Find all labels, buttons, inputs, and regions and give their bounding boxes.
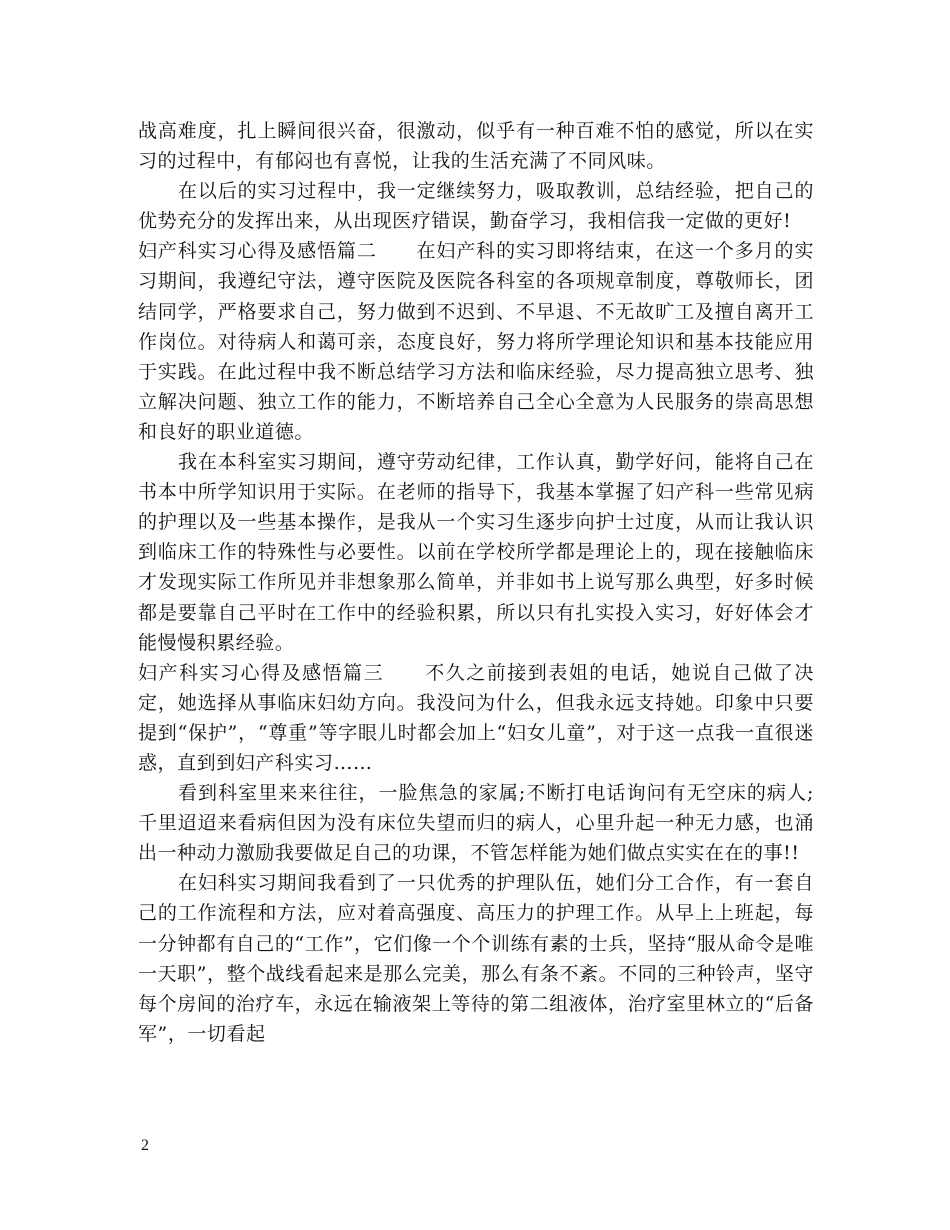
paragraph-future-practice: 在以后的实习过程中，我一定继续努力，吸取教训，总结经验，把自己的优势充分的发挥出来，从出现医疗错误，勤奋学习，我相信我一定做的更好!: [138, 180, 814, 233]
paragraph-patients-families: 看到科室里来来往往，一脸焦急的家属;不断打电话询问有无空床的病人;千里迢迢来看病但因为没有床位失望而归的病人，心里升起一种无力感，也涌出一种动力激励我要做足自己的功课，不管怎样能为她们做点实实在在的事!!: [138, 782, 814, 865]
page-number: 2: [141, 1137, 149, 1154]
paragraph-section-three: 妇产科实习心得及感悟篇三 不久之前接到表姐的电话，她说自己做了决定，她选择从事临床妇幼方向。我没问为什么，但我永远支持她。印象中只要提到“保护”，“尊重”等字眼儿时都会加上“妇女儿童”，对于这一点我一直很迷惑，直到到妇产科实习……: [138, 661, 814, 774]
paragraph-nursing-team: 在妇科实习期间我看到了一只优秀的护理队伍，她们分工合作，有一套自己的工作流程和方法，应对着高强度、高压力的护理工作。从早上上班起，每一分钟都有自己的“工作”，它们像一个个训练有素的士兵，坚持“服从命令是唯一天职”，整个战线看起来是那么完美，那么有条不紊。不同的三种铃声，坚守每个房间的治疗车，永远在输液架上等待的第二组液体，治疗室里林立的“后备军”，一切看起: [138, 872, 814, 1045]
paragraph-section-two: 妇产科实习心得及感悟篇二 在妇产科的实习即将结束，在这一个多月的实习期间，我遵纪守法，遵守医院及医院各科室的各项规章制度，尊敬师长，团结同学，严格要求自己，努力做到不迟到、不早退、不无故旷工及擅自离开工作岗位。对待病人和蔼可亲，态度良好，努力将所学理论知识和基本技能应用于实践。在此过程中我不断总结学习方法和临床经验，尽力提高独立思考、独立解决问题、独立工作的能力，不断培养自己全心全意为人民服务的崇高思想和良好的职业道德。: [138, 240, 814, 443]
document-body: [138, 116, 814, 1049]
paragraph-department-internship: 我在本科室实习期间，遵守劳动纪律，工作认真，勤学好问，能将自己在书本中所学知识用于实际。在老师的指导下，我基本掌握了妇产科一些常见病的护理以及一些基本操作，是我从一个实习生逐步向护士过度，从而让我认识到临床工作的特殊性与必要性。以前在学校所学都是理论上的，现在接触临床才发现实际工作所见并非想象那么简单，并非如书上说写那么典型，好多时候都是要靠自己平时在工作中的经验积累，所以只有扎实投入实习，好好体会才能慢慢积累经验。: [138, 451, 814, 654]
paragraph-continuation: 战高难度，扎上瞬间很兴奋，很激动，似乎有一种百难不怕的感觉，所以在实习的过程中，有郁闷也有喜悦，让我的生活充满了不同风味。: [138, 120, 814, 173]
